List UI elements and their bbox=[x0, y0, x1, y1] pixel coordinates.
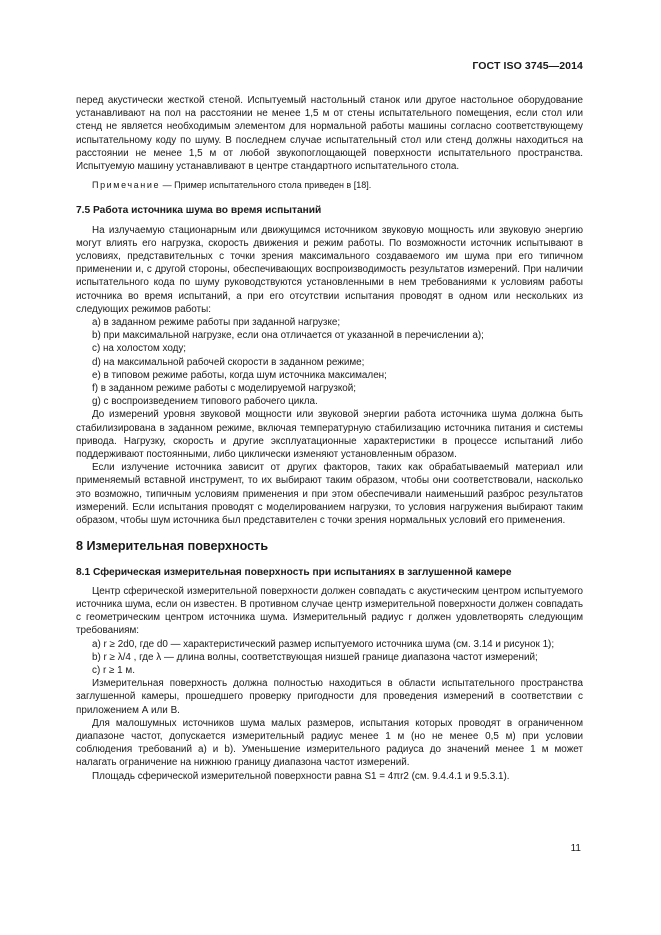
section-8-1-paragraph-1: Центр сферической измерительной поверхности должен совпадать с акустическим центром испытуемого источника шума, если он известен. В противном случае центр измерительной поверхности должен совпадать с геометрическим центром источника шума. Измерительный радиус r должен удовлетворять следующим требованиям: bbox=[76, 585, 583, 637]
section-8-heading: 8 Измерительная поверхность bbox=[76, 539, 269, 554]
section-7-5-paragraph-2: До измерений уровня звуковой мощности или звуковой энергии работа источника шума должна быть стабилизирована в заданном режиме, включая температурную стабилизацию источника питания и системы привода. Нагрузку, скорость и другие эксплуатационные характеристики в процессе испытаний либо поддерживают постоянными, либо циклически изменяют установленным образом. bbox=[76, 409, 583, 461]
list-item: b) при максимальной нагрузке, если она отличается от указанной в перечислении а); bbox=[92, 330, 484, 342]
section-8-1-paragraph-4: Площадь сферической измерительной поверхности равна S1 = 4πr2 (см. 9.4.4.1 и 9.5.3.1). bbox=[92, 770, 510, 782]
list-item: f) в заданном режиме работы с моделируемой нагрузкой; bbox=[92, 383, 357, 395]
list-item: d) на максимальной рабочей скорости в заданном режиме; bbox=[92, 356, 365, 368]
page-number: 11 bbox=[570, 843, 581, 854]
section-7-5-paragraph-3: Если излучение источника зависит от других факторов, таких как обрабатываемый материал или применяемый вставной инструмент, то их выбирают таким образом, чтобы они соответствовали, насколько это возможно, типичным условиям применения и при этом обеспечивали наименьший разброс результатов измерений. Если испытания проводят с моделированием нагрузки, то условия нагружения выбирают таким образом, чтобы шум источника был представителен с точки зрения нормальных условий его применения. bbox=[76, 462, 583, 527]
requirement-c: c) r ≥ 1 м. bbox=[92, 664, 135, 676]
list-item: g) с воспроизведением типового рабочего цикла. bbox=[92, 396, 318, 408]
note-text: — Пример испытательного стола приведен в [18]. bbox=[160, 180, 372, 191]
note bbox=[76, 179, 583, 192]
requirement-b: b) r ≥ λ/4 , где λ — длина волны, соответствующая низшей границе диапазона частот измерений; bbox=[92, 651, 538, 663]
note-label: Примечание bbox=[92, 180, 161, 191]
section-8-1-paragraph-2: Измерительная поверхность должна полностью находиться в области испытательного пространства заглушенной камеры, прошедшего проверку пригодности для проведения измерений в соответствии с приложением А или В. bbox=[76, 678, 583, 716]
section-8-1-paragraph-3: Для малошумных источников шума малых размеров, испытания которых проводят в ограниченном диапазоне частот, допускается измерительный радиус менее 1 м (но не менее 0,5 м) при условии соблюдения требований а) и b). Уменьшение измерительного радиуса до значений менее 1 м может налагать ограничение на нижнюю границу диапазона частот измерений. bbox=[76, 717, 583, 769]
requirement-a: a) r ≥ 2d0, где d0 — характеристический размер испытуемого источника шума (см. 3.14 и рисунок 1); bbox=[92, 638, 555, 650]
section-7-5-paragraph-1: На излучаемую стационарным или движущимся источником звуковую мощность или звуковую энергию могут влиять его нагрузка, скорость движения и режим работы. По возможности источник испытывают в условиях, представительных с точки зрения максимального создаваемого им шума при его типичном применении и, с другой стороны, обеспечивающих воспроизводимость результатов измерений. При наличии испытательного кода по шуму руководствуются установленными в нем требованиями к условиям работы источника во время испытаний, а при его отсутствии испытания проводят в одном или нескольких из следующих режимов работы: bbox=[76, 224, 583, 315]
list-item: c) на холостом ходу; bbox=[92, 343, 187, 355]
list-item: a) в заданном режиме работы при заданной нагрузке; bbox=[92, 317, 341, 329]
section-8-1-heading: 8.1 Сферическая измерительная поверхность при испытаниях в заглушенной камере bbox=[76, 566, 512, 578]
intro-paragraph: перед акустически жесткой стеной. Испытуемый настольный станок или другое настольное оборудование устанавливают на пол на расстоянии не менее 1,5 м от стены испытательного помещения, если стол или стенд не является необходимым элементом для нормальной работы машины согласно соответствующему испытательному коду по шуму. В последнем случае испытательный стол или стенд должны находиться на расстоянии не менее 1,5 м от любой звукопоглощающей поверхности испытательного пространства. Испытуемую машину устанавливают в центре стандартного испытательного стола. bbox=[76, 95, 583, 173]
section-7-5-heading: 7.5 Работа источника шума во время испытаний bbox=[76, 205, 322, 217]
page-body bbox=[76, 94, 583, 783]
document-header: ГОСТ ISO 3745—2014 bbox=[472, 60, 583, 72]
list-item: e) в типовом режиме работы, когда шум источника максимален; bbox=[92, 369, 387, 381]
